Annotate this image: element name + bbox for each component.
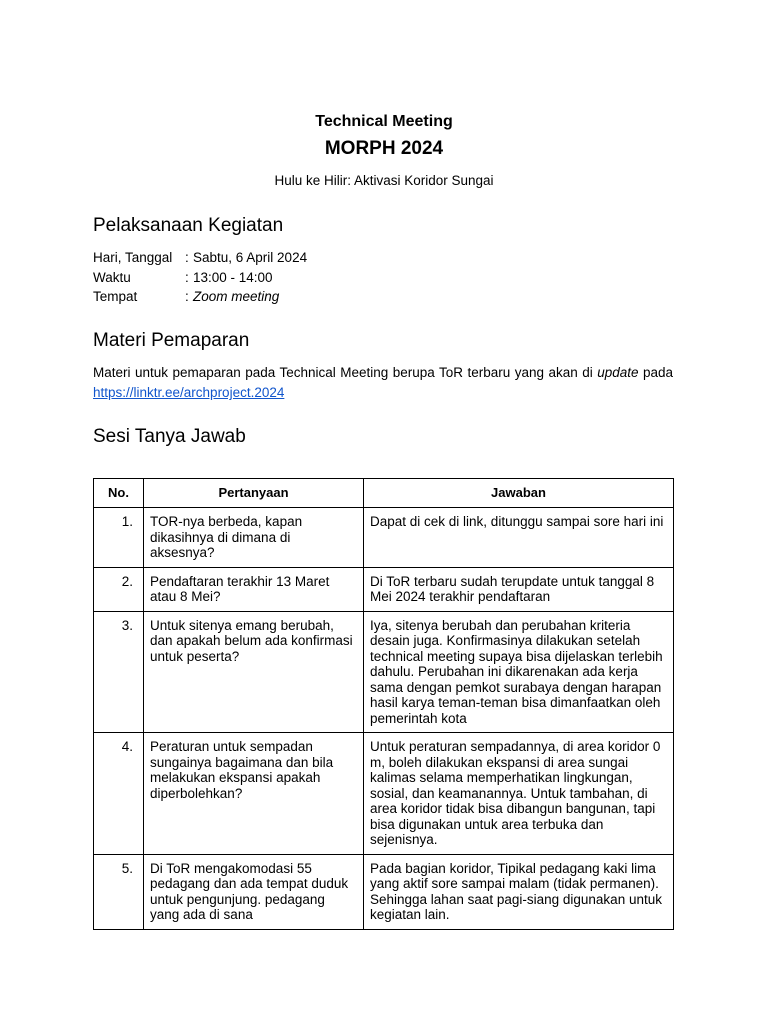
materi-italic-word: update [597, 365, 639, 380]
materi-link[interactable]: https://linktr.ee/archproject.2024 [93, 385, 285, 400]
info-row-date [93, 248, 307, 268]
document-subtitle: Hulu ke Hilir: Aktivasi Koridor Sungai [274, 173, 494, 188]
column-header-no: No. [94, 479, 144, 508]
answer-cell: Untuk peraturan sempadannya, di area koridor 0 m, boleh dilakukan ekspansi di area sungai kalimas selama memperhatikan lingkungan, sosial, dan keamanannya. Untuk tambahan, di area koridor tidak bisa dibangun bangunan, tapi bisa digunakan untuk area terbuka dan sejenisnya. [364, 733, 674, 855]
info-row-time [93, 268, 307, 288]
answer-cell: Iya, sitenya berubah dan perubahan kriteria desain juga. Konfirmasinya dilakukan setelah technical meeting supaya bisa dijelaskan terlebih dahulu. Perubahan ini dikarenakan ada kerja sama dengan pemkot surabaya dengan harapan hasil karya teman-teman bisa dimanfaatkan oleh pemerintah kota [364, 611, 674, 733]
info-value: Sabtu, 6 April 2024 [193, 250, 308, 265]
question-cell: Pendaftaran terakhir 13 Maret atau 8 Mei? [144, 567, 364, 611]
row-number: 3. [94, 611, 144, 733]
table-row [94, 611, 674, 733]
answer-cell: Pada bagian koridor, Tipikal pedagang kaki lima yang aktif sore sampai malam (tidak permanen). Sehingga lahan saat pagi-siang digunakan untuk kegiatan lain. [364, 854, 674, 929]
section-heading-sesi: Sesi Tanya Jawab [93, 426, 246, 447]
table-row [94, 508, 674, 568]
document-title: Technical Meeting [315, 113, 453, 130]
materi-text: Materi untuk pemaparan pada Technical Meeting berupa ToR terbaru yang akan di [93, 365, 598, 380]
column-header-answer: Jawaban [364, 479, 674, 508]
event-title: MORPH 2024 [324, 138, 444, 159]
qa-table [93, 478, 674, 930]
info-separator: : [185, 289, 189, 304]
row-number: 4. [94, 733, 144, 855]
row-number: 2. [94, 567, 144, 611]
table-row [94, 567, 674, 611]
info-value: 13:00 - 14:00 [193, 269, 273, 285]
question-cell: Untuk sitenya emang berubah, dan apakah belum ada konfirmasi untuk peserta? [144, 611, 364, 733]
materi-paragraph [93, 363, 673, 403]
info-separator: : [185, 269, 189, 285]
question-cell: TOR-nya berbeda, kapan dikasihnya di dimana di aksesnya? [144, 508, 364, 568]
question-cell: Peraturan untuk sempadan sungainya bagaimana dan bila melakukan ekspansi apakah diperbolehkan? [144, 733, 364, 855]
section-heading-pelaksanaan: Pelaksanaan Kegiatan [93, 215, 284, 236]
answer-cell: Dapat di cek di link, ditunggu sampai sore hari ini [364, 508, 674, 568]
info-row-place [93, 287, 307, 307]
section-heading-materi: Materi Pemaparan [93, 330, 250, 351]
table-row [94, 733, 674, 855]
info-label: Hari, Tanggal [93, 250, 173, 265]
column-header-question: Pertanyaan [144, 479, 364, 508]
info-label: Waktu [93, 269, 131, 285]
row-number: 5. [94, 854, 144, 929]
materi-text: pada [638, 365, 673, 380]
event-info [93, 248, 307, 307]
table-header-row [94, 479, 674, 508]
row-number: 1. [94, 508, 144, 568]
info-separator: : [185, 250, 189, 265]
question-cell: Di ToR mengakomodasi 55 pedagang dan ada tempat duduk untuk pengunjung. pedagang yang ada di sana [144, 854, 364, 929]
info-label: Tempat [93, 289, 138, 304]
table-row [94, 854, 674, 929]
answer-cell: Di ToR terbaru sudah terupdate untuk tanggal 8 Mei 2024 terakhir pendaftaran [364, 567, 674, 611]
info-value: Zoom meeting [193, 289, 280, 304]
